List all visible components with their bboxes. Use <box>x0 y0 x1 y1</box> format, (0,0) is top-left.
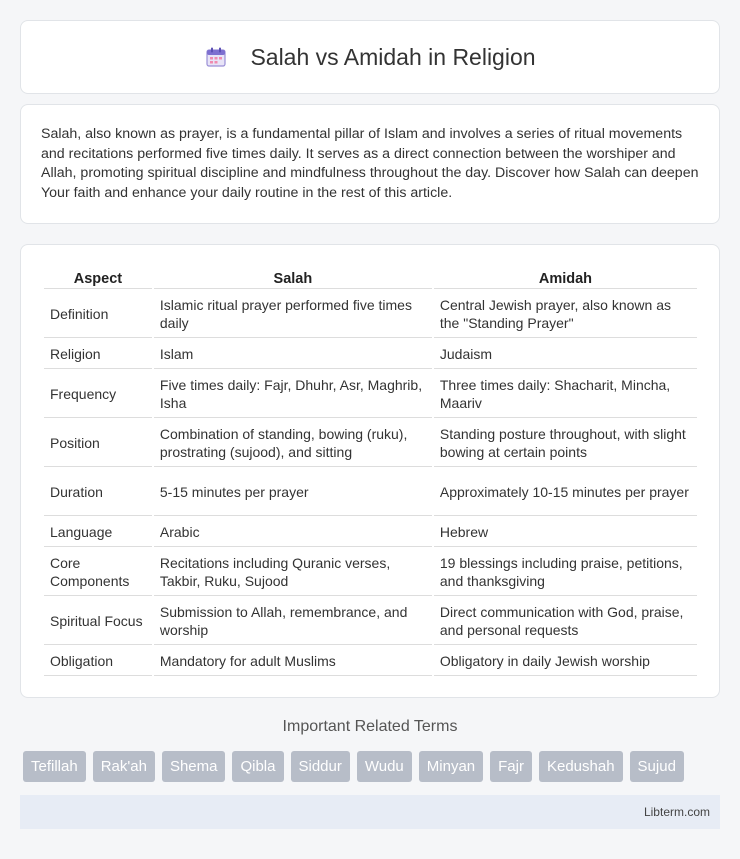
table-row <box>44 518 697 547</box>
row-aspect: Spiritual Focus <box>44 598 152 645</box>
row-salah: Submission to Allah, remembrance, and worship <box>154 598 432 645</box>
comparison-table <box>42 265 699 678</box>
header-aspect: Aspect <box>44 267 152 289</box>
related-term-tag[interactable]: Shema <box>162 751 226 782</box>
calendar-icon <box>204 45 228 69</box>
row-salah: Combination of standing, bowing (ruku), prostrating (sujood), and sitting <box>154 420 432 467</box>
related-term-tag[interactable]: Siddur <box>291 751 350 782</box>
related-term-tag[interactable]: Tefillah <box>23 751 86 782</box>
footer-site-link[interactable]: Libterm.com <box>643 805 710 819</box>
row-salah: Arabic <box>154 518 432 547</box>
title-card <box>20 20 720 94</box>
row-amidah: 19 blessings including praise, petitions, and thanksgiving <box>434 549 697 596</box>
intro-text: Salah, also known as prayer, is a fundamental pillar of Islam and involves a series of ritual movements and recitations performed five times daily. It serves as a direct connection between the worshiper and Allah, promoting spiritual discipline and mindfulness throughout the day. Discover how Salah can deepen Your faith and enhance your daily routine in the rest of this article. <box>41 126 699 201</box>
row-aspect: Obligation <box>44 647 152 676</box>
related-term-tag[interactable]: Rak'ah <box>93 751 155 782</box>
related-term-tag[interactable]: Qibla <box>232 751 283 782</box>
intro-card <box>20 104 720 224</box>
row-salah: Islam <box>154 340 432 369</box>
row-amidah: Central Jewish prayer, also known as the "Standing Prayer" <box>434 291 697 338</box>
table-row <box>44 647 697 676</box>
table-row <box>44 469 697 516</box>
row-aspect: Position <box>44 420 152 467</box>
row-aspect: Language <box>44 518 152 547</box>
related-term-tag[interactable]: Kedushah <box>539 751 623 782</box>
header-salah: Salah <box>154 267 432 289</box>
table-header-row <box>44 267 697 289</box>
footer <box>20 795 720 829</box>
row-salah: Recitations including Quranic verses, Takbir, Ruku, Sujood <box>154 549 432 596</box>
row-amidah: Approximately 10-15 minutes per prayer <box>434 469 697 516</box>
row-aspect: Duration <box>44 469 152 516</box>
table-row <box>44 549 697 596</box>
row-salah: Mandatory for adult Muslims <box>154 647 432 676</box>
row-salah: Islamic ritual prayer performed five times daily <box>154 291 432 338</box>
comparison-card <box>20 244 720 698</box>
table-row <box>44 598 697 645</box>
header-amidah: Amidah <box>434 267 697 289</box>
row-amidah: Direct communication with God, praise, and personal requests <box>434 598 697 645</box>
table-row <box>44 371 697 418</box>
row-aspect: Core Components <box>44 549 152 596</box>
row-salah: 5-15 minutes per prayer <box>154 469 432 516</box>
table-row <box>44 340 697 369</box>
row-amidah: Judaism <box>434 340 697 369</box>
related-term-tag[interactable]: Fajr <box>490 751 532 782</box>
related-term-tag[interactable]: Wudu <box>357 751 412 782</box>
related-terms-title: Important Related Terms <box>282 718 458 735</box>
related-term-tag[interactable]: Minyan <box>419 751 483 782</box>
row-salah: Five times daily: Fajr, Dhuhr, Asr, Maghrib, Isha <box>154 371 432 418</box>
row-aspect: Frequency <box>44 371 152 418</box>
row-amidah: Three times daily: Shacharit, Mincha, Maariv <box>434 371 697 418</box>
table-row <box>44 291 697 338</box>
related-terms-list <box>23 751 684 782</box>
row-amidah: Obligatory in daily Jewish worship <box>434 647 697 676</box>
row-amidah: Standing posture throughout, with slight bowing at certain points <box>434 420 697 467</box>
page-title: Salah vs Amidah in Religion <box>250 43 536 70</box>
table-row <box>44 420 697 467</box>
row-aspect: Religion <box>44 340 152 369</box>
row-amidah: Hebrew <box>434 518 697 547</box>
row-aspect: Definition <box>44 291 152 338</box>
related-term-tag[interactable]: Sujud <box>630 751 684 782</box>
